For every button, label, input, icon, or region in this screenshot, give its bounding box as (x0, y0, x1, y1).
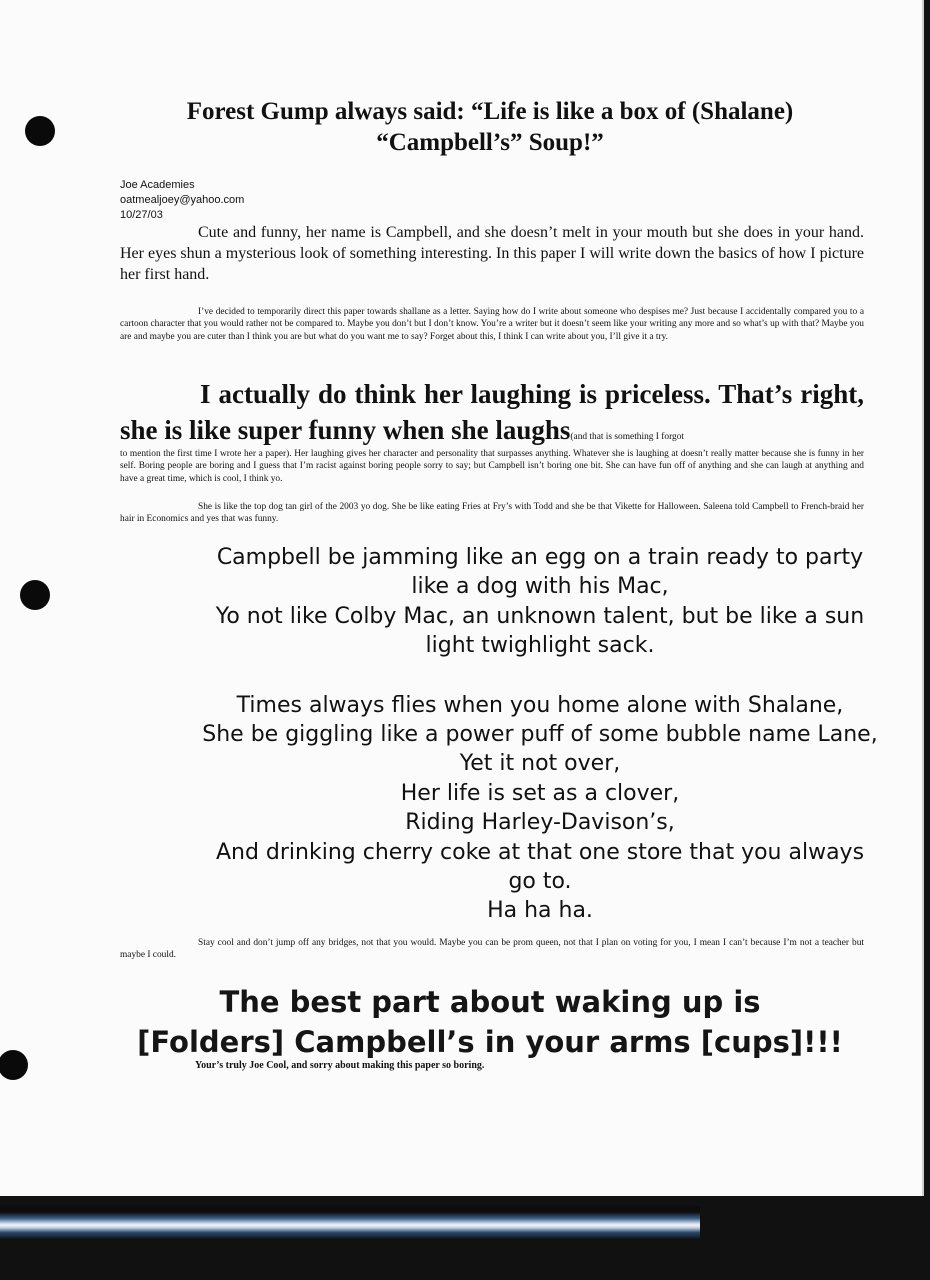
intro-paragraph: Cute and funny, her name is Campbell, and she doesn’t melt in your mouth but she does in your hand. Her eyes shun a mysterious look of something interesting. In this paper I will write down the basics of how I picture her first hand. (120, 224, 864, 283)
poem-line: Campbell be jamming like an egg on a train ready to party (216, 545, 864, 570)
closing-paragraph: Stay cool and don’t jump off any bridges, not that you would. Maybe you can be prom queen, not that I plan on voting for you, I mean I can’t because I’m not a teacher but maybe I could. (120, 938, 864, 961)
slogan-line-2: [Folders] Campbell’s in your arms [cups]!!! (137, 1025, 843, 1059)
laugh-paragraph-continued: to mention the first time I wrote her a paper). Her laughing gives her character and personality that surpasses anything. Whatever she is laughing at doesn’t really matter because she is funny in her self. Boring people are boring and I guess that I’m racist against boring people sorry to say; but Campbell isn’t boring one bit. She can have fun off of anything and she can laugh at anything and have a great time, which is cool, I think yo. (120, 449, 864, 484)
binder-hole-2 (20, 580, 50, 610)
topdog-paragraph: She is like the top dog tan girl of the 2003 yo dog. She be like eating Fries at Fry’s with Todd and she be that Vikette for Halloween. Saleena told Campbell to French-braid her hair in Economics and yes that was funny. (120, 502, 864, 525)
slogan-line-1: The best part about waking up is (219, 985, 761, 1019)
poem-line: go to. (508, 869, 572, 895)
paper-date: 10/27/03 (120, 209, 163, 221)
laugh-inline-note: (and that is something I forgot (570, 432, 685, 442)
poem (190, 543, 890, 926)
poem-line: Yo not like Colby Mac, an unknown talent, but be like a sun (215, 603, 865, 629)
title-line-2: “Campbell’s” Soup!” (376, 129, 604, 156)
author-name: Joe Academies (120, 179, 195, 191)
closing-slogan (100, 982, 880, 1062)
stanza-gap (190, 661, 890, 691)
letter-paragraph: I’ve decided to temporarily direct this paper towards shallane as a letter. Saying how do I write about someone who despises me? Just because I accidentally compared you to a cartoon character that you would rather not be compared to. Maybe you don’t but I don’t know. You’re a writer but it doesn’t seem like your writing any more and so what’s up with that? Maybe you are and maybe you are cuter than I think you are but what do you want me to say? Forget about this, I think I can write about you, I’ll give it a try. (120, 307, 864, 342)
author-email: oatmealjoey@yahoo.com (120, 194, 245, 206)
laugh-heading-text: I actually do think her laughing is priceless. That’s right, she is like super funny when she laughs (120, 379, 864, 445)
poem-line: light twighlight sack. (425, 633, 655, 659)
binder-hole-1 (25, 116, 55, 146)
poem-line: Riding Harley-Davison’s, (405, 810, 675, 836)
poem-line: Times always flies when you home alone with Shalane, (236, 692, 844, 718)
poem-line: like a dog with his Mac, (411, 574, 669, 600)
poem-line: Ha ha ha. (487, 898, 593, 924)
binder-hole-3 (0, 1050, 28, 1080)
poem-line: And drinking cherry coke at that one store that you always (215, 839, 865, 865)
signature: Your’s truly Joe Cool, and sorry about making this paper so boring. (195, 1060, 485, 1071)
poem-line: Her life is set as a clover, (400, 780, 680, 806)
title-line-1: Forest Gump always said: “Life is like a box of (Shalane) (186, 98, 794, 125)
page-title (120, 96, 860, 158)
scanner-light-strip (0, 1206, 700, 1240)
author-header (120, 178, 244, 223)
poem-line: She be giggling like a power puff of some bubble name Lane, (202, 722, 878, 748)
laugh-paragraph (120, 376, 864, 448)
poem-line: Yet it not over, (459, 751, 621, 777)
